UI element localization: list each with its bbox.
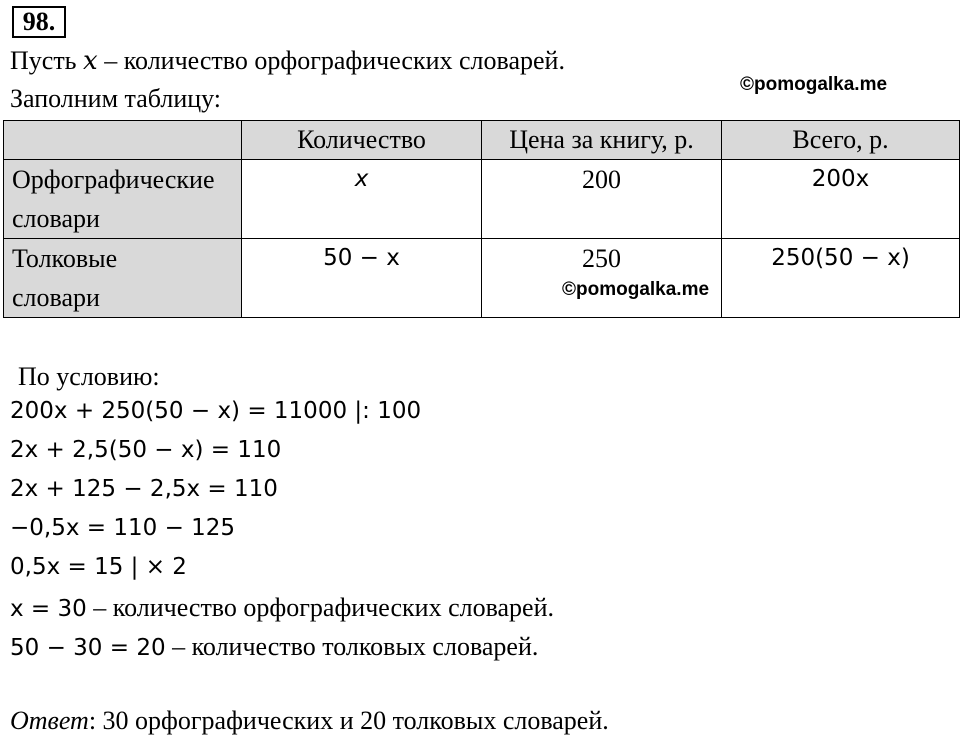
problem-number: 98. — [12, 6, 66, 38]
cell-quantity: 50 − x — [242, 239, 482, 318]
result-line-1 — [10, 593, 554, 623]
equation-line: 2x + 125 − 2,5x = 110 — [10, 476, 278, 502]
table-row — [4, 239, 960, 318]
cell-total: 200x — [722, 160, 960, 239]
watermark-table: ©pomogalka.me — [562, 279, 710, 300]
equation-line: 0,5x = 15 | × 2 — [10, 554, 187, 580]
table-row — [4, 160, 960, 239]
table-header-row — [4, 121, 960, 160]
result-1-text: – количество орфографических словарей. — [86, 593, 555, 622]
intro-variable: x — [83, 46, 98, 76]
row-label-spelling — [4, 160, 242, 239]
result-2-text: – количество толковых словарей. — [165, 632, 539, 661]
row-label-line2: словари — [12, 283, 100, 312]
row-label-line1: Орфографические — [12, 165, 215, 194]
answer-label: Ответ — [10, 706, 89, 735]
table-header-total: Всего, р. — [722, 121, 960, 160]
row-label-line2: словари — [12, 204, 100, 233]
intro-line-1-post: – количество орфографических словарей. — [97, 46, 565, 75]
answer-line — [10, 706, 609, 736]
intro-line-1 — [10, 46, 565, 76]
table-header-quantity: Количество — [242, 121, 482, 160]
cell-price: 200 — [482, 160, 722, 239]
equation-line: 200x + 250(50 − x) = 11000 |: 100 — [10, 398, 422, 424]
condition-label: По условию: — [18, 362, 160, 391]
answer-text: : 30 орфографических и 20 толковых словарей. — [88, 706, 609, 735]
result-1-math: x = 30 — [10, 596, 87, 622]
watermark-top: ©pomogalka.me — [740, 74, 888, 95]
row-label-explanatory — [4, 239, 242, 318]
cell-price — [482, 239, 722, 318]
cell-quantity: x — [242, 160, 482, 239]
intro-line-1-pre: Пусть — [10, 46, 84, 75]
equation-line: −0,5x = 110 − 125 — [10, 515, 236, 541]
table-header-price: Цена за книгу, р. — [482, 121, 722, 160]
intro-line-2: Заполним таблицу: — [10, 84, 222, 113]
row-label-line1: Толковые — [12, 244, 118, 273]
table-header-empty — [4, 121, 242, 160]
result-line-2 — [10, 632, 538, 662]
cell-total: 250(50 − x) — [722, 239, 960, 318]
result-2-math: 50 − 30 = 20 — [10, 635, 166, 661]
data-table — [3, 120, 960, 318]
cell-price-value: 250 — [582, 244, 621, 273]
equation-line: 2x + 2,5(50 − x) = 110 — [10, 437, 282, 463]
